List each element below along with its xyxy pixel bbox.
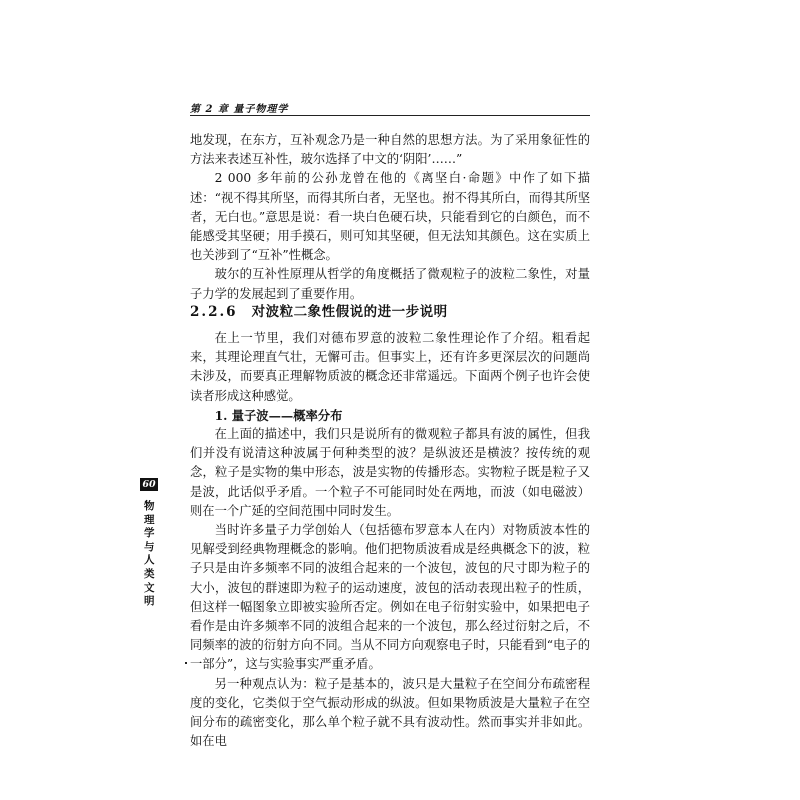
body-text	[190, 329, 590, 751]
page-number: 60	[140, 478, 158, 491]
section-heading	[190, 300, 448, 320]
side-book-title: 物理学与人类文明	[144, 500, 155, 608]
subsection-title: 1. 量子波——概率分布	[214, 407, 343, 423]
paragraph-wave-packet: 当时许多量子力学创始人（包括德布罗意本人在内）对物质波本性的见解受到经典物理概念的影响。他们把物质波看成是经典概念下的波，粒子只是由许多频率不同的波组合起来的一个波包，波包的尺寸即为粒子的大小，波包的群速即为粒子的运动速度，波包的活动表现出粒子的性质，但这样一幅图象立即被实验所否定。例如在电子衍射实验中，如果把电子看作是由许多频率不同的波组合起来的一个波包，那么经过衍射之后，不同频率的波的衍射方向不同。当从不同方向观察电子时，只能看到“电子的一部分”，这与实验事实严重矛盾。	[190, 523, 590, 672]
section-title: 对波粒二象性假说的进一步说明	[251, 304, 448, 320]
paragraph-bohr-complementarity: 玻尔的互补性原理从哲学的角度概括了微观粒子的波粒二象性，对量子力学的发展起到了重要作用。	[190, 267, 590, 301]
header-rule	[190, 115, 590, 116]
paragraph-intro: 在上一节里，我们对德布罗意的波粒二象性理论作了介绍。粗看起来，其理论理直气壮，无懈可击。但事实上，还有许多更深层次的问题尚未涉及，而要真正理解物质波的概念还非常遥远。下面两个例子也许会使读者形成这种感觉。	[190, 331, 590, 403]
paragraph-continued: 地发现，在东方，互补观念乃是一种自然的思想方法。为了采用象征性的方法来表述互补性，玻尔选择了中文的‘阴阳’……”	[190, 133, 590, 167]
running-header: 第 2 章 量子物理学	[190, 104, 289, 115]
intro-text	[190, 131, 590, 304]
margin-mark	[185, 662, 187, 664]
paragraph-gongsunlong: 2 000 多年前的公孙龙曾在他的《离坚白·命题》中作了如下描述：“视不得其所坚，而得其所白者，无坚也。拊不得其所白，而得其所坚者，无白也。”意思是说：看一块白色硬石块，只能看到它的白颜色，而不能感受其坚硬；用手摸石，则可知其坚硬，但无法知其颜色。这在实质上也关涉到了“互补”性概念。	[190, 171, 590, 263]
section-number: 2.2.6	[190, 304, 238, 320]
paragraph-wave-type: 在上面的描述中，我们只是说所有的微观粒子都具有波的属性，但我们并没有说清这种波属于何种类型的波？是纵波还是横波？按传统的观念，粒子是实物的集中形态，波是实物的传播形态。实物粒子既是粒子又是波，此话似乎矛盾。一个粒子不可能同时处在两地，而波（如电磁波）则在一个广延的空间范围中同时发生。	[190, 427, 590, 518]
paragraph-other-view: 另一种观点认为：粒子是基本的，波只是大量粒子在空间分布疏密程度的变化，它类似于空气振动形成的纵波。但如果物质波是大量粒子在空间分布的疏密变化，那么单个粒子就不具有波动性。然而事实并非如此。如在电	[190, 676, 590, 749]
